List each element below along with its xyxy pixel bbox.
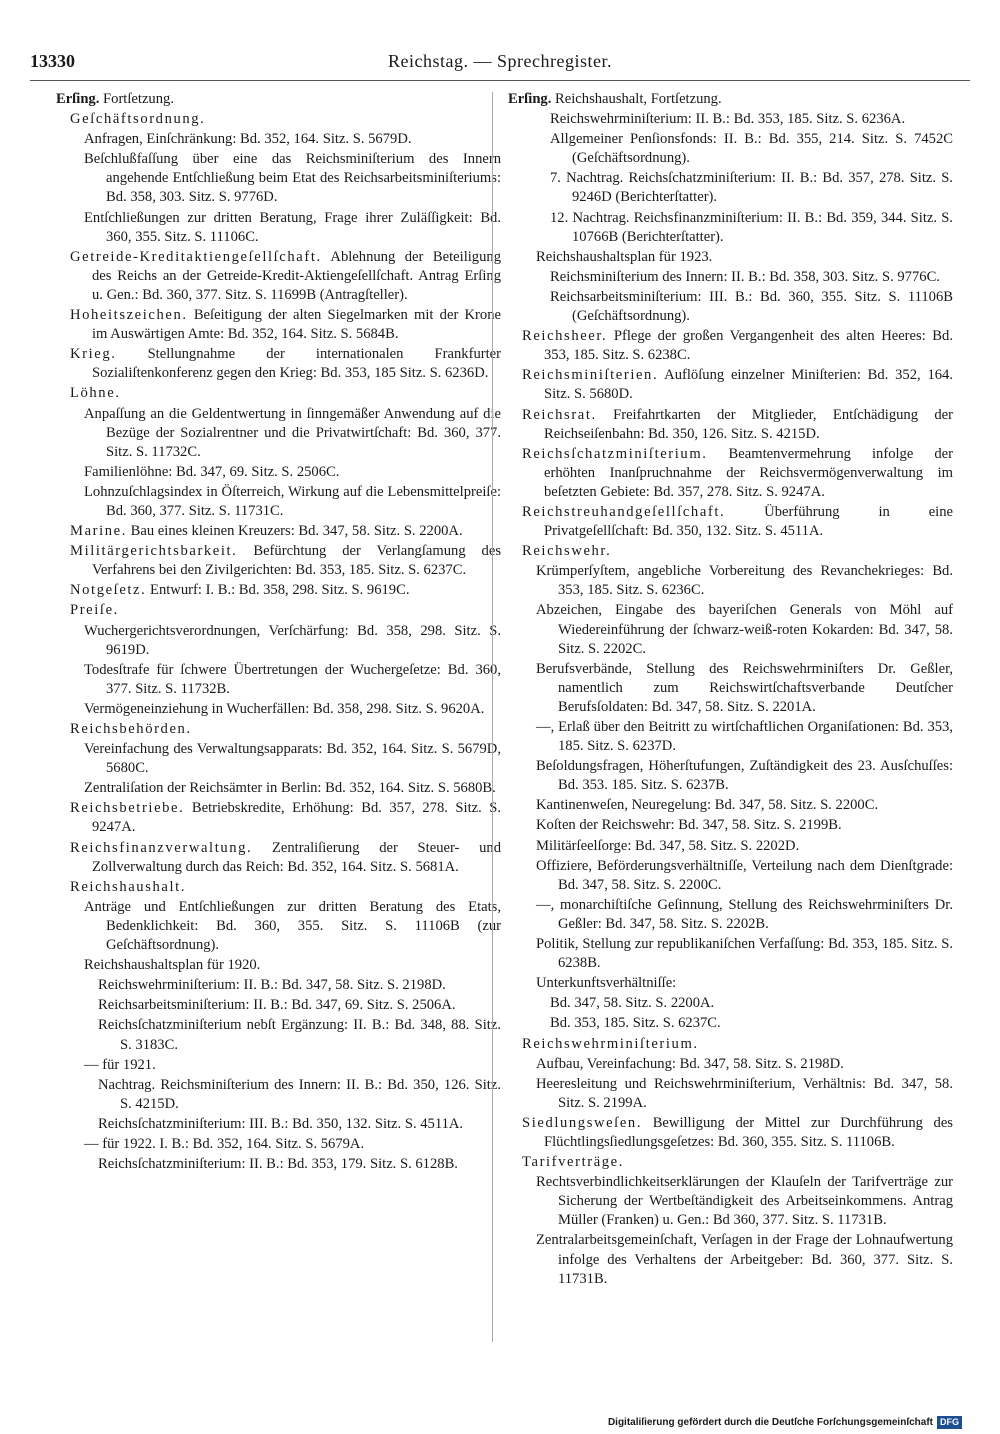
index-entry: [508, 935, 953, 973]
entry-text: Reichswehrminiſterium: II. B.: Bd. 347, 58. Sitz. S. 2198D.: [98, 977, 446, 994]
index-entry: [56, 405, 501, 462]
right-column: [508, 90, 953, 1290]
entry-keyword: Marine.: [70, 523, 127, 540]
index-entry: [508, 248, 953, 267]
entry-text: Befürchtung der Verlangſamung des Verfahrens bei den Zivilgerichten: Bd. 353, 185. Sitz. S. 6237C.: [92, 543, 501, 579]
entry-text: — für 1921.: [84, 1056, 156, 1073]
index-entry: [56, 976, 501, 995]
index-entry: [56, 1115, 501, 1134]
entry-text: Krümperſyſtem, angebliche Vorbereitung des Revanchekrieges: Bd. 353, 185. Sitz. S. 6236C.: [536, 563, 953, 599]
index-entry: [508, 601, 953, 658]
index-entry: [508, 1035, 953, 1054]
entry-keyword: Reichsfinanzverwaltung.: [70, 839, 253, 856]
index-entry: [56, 1155, 501, 1174]
entry-text: Ablehnung der Beteiligung des Reichs an der Getreide-Kredit-Aktiengeſellſchaft. Antrag Erſing u. Gen.: Bd. 360, 377. Sitz. S. 11699B (Antragſteller).: [92, 248, 501, 303]
entry-text: Heeresleitung und Reichswehrminiſterium, Verhältnis: Bd. 347, 58. Sitz. S. 2199A.: [536, 1075, 953, 1111]
entry-text: Koſten der Reichswehr: Bd. 347, 58. Sitz. S. 2199B.: [536, 817, 842, 834]
entry-keyword: Militärgerichtsbarkeit.: [70, 543, 238, 560]
entry-text: Anfragen, Einſchränkung: Bd. 352, 164. Sitz. S. 5679D.: [84, 131, 412, 148]
entry-text: Beſchlußfaſſung über eine das Reichsminiſterium des Innern angehende Entſchließung beim Etat des Reichsarbeitsminiſteriums: Bd. 358, 303. Sitz. S. 9776D.: [84, 151, 501, 206]
index-entry: [508, 718, 953, 756]
index-entry: [56, 110, 501, 129]
index-entry: [56, 779, 501, 798]
entry-speaker: Erſing.: [508, 91, 552, 107]
index-entry: [56, 1016, 501, 1054]
index-entry: [508, 857, 953, 895]
entry-keyword: Siedlungsweſen.: [522, 1114, 643, 1131]
index-entry: [508, 130, 953, 168]
entry-keyword: Krieg.: [70, 346, 117, 363]
index-entry: [56, 522, 501, 541]
entry-text: Entwurf: I. B.: Bd. 358, 298. Sitz. S. 9619C.: [146, 582, 410, 599]
index-entry: [508, 445, 953, 502]
entry-keyword: Reichsbehörden.: [70, 721, 192, 737]
index-entry: [56, 306, 501, 344]
index-entry: [508, 503, 953, 541]
entry-text: Rechtsverbindlichkeitserklärungen der Klauſeln der Tarifverträge zur Sicherung der Wertbeſtändigkeit des Arbeitseinkommens. Antrag Müller (Franken) u. Gen.: Bd 360, 377. Sitz. S. 11731B.: [536, 1174, 953, 1229]
entry-text: Bewilligung der Mittel zur Durchführung des Flüchtlingsſiedlungsgeſetzes: Bd. 360, 355. Sitz. S. 11106B.: [544, 1114, 953, 1150]
index-entry: [56, 209, 501, 247]
index-entry: [508, 660, 953, 717]
entry-text: Freifahrtkarten der Mitglieder, Entſchädigung der Reichseiſenbahn: Bd. 350, 126. Sitz. S. 4215D.: [544, 406, 953, 442]
entry-text: Fortſetzung.: [99, 91, 174, 107]
index-entry: [508, 406, 953, 444]
index-entry: [508, 209, 953, 247]
entry-keyword: Reichstreuhandgeſellſchaft.: [522, 503, 726, 520]
entry-text: Beamtenvermehrung infolge der erhöhten Inanſpruchnahme der Reichsvermögenverwaltung im beſetzten Gebiete: Bd. 357, 278. Sitz. S. 9247A.: [544, 445, 953, 500]
entry-text: Wuchergerichtsverordnungen, Verſchärfung: Bd. 358, 298. Sitz. S. 9619D.: [84, 622, 501, 658]
entry-text: Reichsſchatzminiſterium: III. B.: Bd. 350, 132. Sitz. S. 4511A.: [98, 1115, 464, 1132]
entry-text: Bau eines kleinen Kreuzers: Bd. 347, 58. Sitz. S. 2200A.: [127, 523, 463, 540]
entry-text: Reichshaushaltsplan für 1920.: [84, 957, 261, 974]
header-rule: [30, 80, 970, 81]
entry-text: Entſchließungen zur dritten Beratung, Frage ihrer Zuläſſigkeit: Bd. 360, 355. Sitz. S. 11106C.: [84, 209, 501, 245]
index-entry: [508, 1114, 953, 1152]
entry-keyword: Hoheitszeichen.: [70, 307, 188, 324]
entry-text: Beſeitigung der alten Siegelmarken mit der Krone im Auswärtigen Amte: Bd. 352, 164. Sitz. S. 5684B.: [92, 307, 501, 343]
index-entry: [508, 562, 953, 600]
index-entry: [56, 248, 501, 305]
entry-text: Betriebskredite, Erhöhung: Bd. 357, 278. Sitz. S. 9247A.: [92, 800, 501, 836]
entry-text: Vereinfachung des Verwaltungsapparats: Bd. 352, 164. Sitz. S. 5679D, 5680C.: [84, 741, 501, 777]
index-entry: [56, 130, 501, 149]
footer-credit: [608, 1416, 962, 1429]
index-entry: [508, 169, 953, 207]
entry-text: Stellungnahme der internationalen Frankfurter Sozialiſtenkonferenz gegen den Krieg: Bd. 353, 185 Sitz. S. 6236D.: [92, 346, 501, 382]
entry-text: Überführung in eine Privatgeſellſchaft: Bd. 350, 132. Sitz. S. 4511A.: [544, 503, 953, 540]
index-entry: [508, 1014, 953, 1033]
entry-text: Reichsarbeitsminiſterium: II. B.: Bd. 347, 69. Sitz. S. 2506A.: [98, 997, 456, 1014]
index-entry: [508, 1153, 953, 1172]
index-entry: [56, 740, 501, 778]
entry-text: Familienlöhne: Bd. 347, 69. Sitz. S. 2506C.: [84, 463, 340, 480]
dfg-logo: DFG: [937, 1416, 962, 1429]
index-entry: [508, 974, 953, 993]
index-entry: [508, 796, 953, 815]
index-entry: [508, 268, 953, 287]
entry-keyword: Reichsſchatzminiſterium.: [522, 445, 708, 462]
page-number: 13330: [30, 51, 75, 71]
entry-text: Pflege der großen Vergangenheit des alten Heeres: Bd. 353, 185. Sitz. S. 6238C.: [544, 328, 953, 364]
entry-keyword: Preiſe.: [70, 602, 119, 619]
entry-text: Anpaſſung an die Geldentwertung in ſinngemäßer Anwendung auf die Bezüge der Sozialrentner und die Privatwirtſchaft: Bd. 360, 377. Sitz. S. 11732C.: [84, 405, 501, 460]
index-entry: [56, 898, 501, 955]
entry-keyword: Löhne.: [70, 385, 121, 402]
index-entry: [56, 661, 501, 699]
index-entry: [56, 581, 501, 600]
entry-text: Reichsſchatzminiſterium nebſt Ergänzung: II. B.: Bd. 348, 88. Sitz. S. 3183C.: [98, 1017, 501, 1053]
entry-text: Todesſtrafe für ſchwere Übertretungen der Wuchergeſetze: Bd. 360, 377. Sitz. S. 11732B.: [84, 661, 501, 697]
entry-text: Vermögeneinziehung in Wucherfällen: Bd. 358, 298. Sitz. S. 9620A.: [84, 700, 485, 717]
entry-keyword: Reichsbetriebe.: [70, 800, 185, 817]
index-entry: [56, 839, 501, 877]
index-entry: [508, 366, 953, 404]
index-entry: [508, 90, 953, 109]
entry-text: — für 1922. I. B.: Bd. 352, 164. Sitz. S. 5679A.: [84, 1135, 365, 1152]
entry-text: Zentralarbeitsgemeinſchaft, Verſagen in der Frage der Lohnaufwertung infolge des Verhaltens der Arbeitgeber: Bd. 360, 377. Sitz. S. 11731B.: [536, 1232, 953, 1287]
entry-text: 12. Nachtrag. Reichsfinanzminiſterium: II. B.: Bd. 359, 344. Sitz. S. 10766B (Berichterſtatter).: [550, 209, 953, 245]
entry-keyword: Reichsminiſterien.: [522, 367, 659, 384]
index-entry: [56, 622, 501, 660]
index-entry: [508, 757, 953, 795]
column-divider: [492, 92, 493, 1342]
entry-text: Offiziere, Beförderungsverhältniſſe, Verteilung nach dem Dienſtgrade: Bd. 347, 58. Sitz. S. 2200C.: [536, 857, 953, 893]
index-entry: [508, 896, 953, 934]
index-entry: [508, 1075, 953, 1113]
entry-text: Reichshaushaltsplan für 1923.: [536, 248, 713, 265]
entry-text: Reichsſchatzminiſterium: II. B.: Bd. 353, 179. Sitz. S. 6128B.: [98, 1156, 458, 1173]
entry-keyword: Getreide-Kreditaktiengeſellſchaft.: [70, 248, 322, 265]
entry-keyword: Reichswehr.: [522, 543, 612, 560]
index-entry: [56, 483, 501, 521]
entry-text: Beſoldungsfragen, Höherſtufungen, Zuſtändigkeit des 23. Ausſchuſſes: Bd. 353. 185. Sitz. S. 6237B.: [536, 758, 953, 794]
entry-keyword: Notgeſetz.: [70, 582, 147, 599]
index-entry: [56, 384, 501, 403]
index-entry: [508, 994, 953, 1013]
index-entry: [56, 799, 501, 837]
entry-keyword: Reichsrat.: [522, 406, 597, 423]
index-entry: [56, 878, 501, 897]
entry-speaker: Erſing.: [56, 91, 100, 107]
index-entry: [508, 1055, 953, 1074]
index-entry: [56, 150, 501, 207]
index-entry: [508, 1231, 953, 1288]
entry-text: Politik, Stellung zur republikaniſchen Verfaſſung: Bd. 353, 185. Sitz. S. 6238B.: [536, 936, 953, 972]
entry-text: Nachtrag. Reichsminiſterium des Innern: II. B.: Bd. 350, 126. Sitz. S. 4215D.: [98, 1076, 501, 1112]
index-entry: [56, 463, 501, 482]
entry-text: Lohnzuſchlagsindex in Öſterreich, Wirkung auf die Lebensmittelpreiſe: Bd. 360, 377. Sitz. S. 11731C.: [84, 483, 501, 519]
entry-text: Abzeichen, Eingabe des bayeriſchen Generals von Möhl auf Wiedereinführung der ſchwarz-weiß-roten Kokarden: Bd. 347, 58. Sitz. S. 2202C.: [536, 602, 953, 657]
index-entry: [508, 1173, 953, 1230]
entry-text: Kantinenweſen, Neuregelung: Bd. 347, 58. Sitz. S. 2200C.: [536, 797, 879, 814]
entry-text: Reichsarbeitsminiſterium: III. B.: Bd. 360, 355. Sitz. S. 11106B (Geſchäftsordnung).: [550, 288, 953, 325]
entry-text: Bd. 347, 58. Sitz. S. 2200A.: [550, 995, 715, 1012]
entry-text: Anträge und Entſchließungen zur dritten Beratung des Etats, Bedenklichkeit: Bd. 360, 355. Sitz. S. 11106B (zur Geſchäftsordnung).: [84, 898, 501, 954]
footer-credit-text: Digitaliſierung gefördert durch die Deutſche Forſchungsgemeinſchaft: [607, 1417, 933, 1428]
index-entry: [56, 90, 501, 109]
index-entry: [56, 1056, 501, 1075]
index-entry: [56, 542, 501, 580]
index-entry: [56, 700, 501, 719]
entry-text: Zentraliſation der Reichsämter in Berlin: Bd. 352, 164. Sitz. S. 5680B.: [84, 780, 496, 797]
entry-keyword: Geſchäftsordnung.: [70, 111, 206, 128]
index-entry: [56, 1076, 501, 1114]
entry-text: Reichswehrminiſterium: II. B.: Bd. 353, 185. Sitz. S. 6236A.: [550, 111, 906, 128]
entry-text: Militärſeelſorge: Bd. 347, 58. Sitz. S. 2202D.: [536, 837, 800, 854]
entry-text: —, monarchiſtiſche Geſinnung, Stellung des Reichswehrminiſters Dr. Geßler: Bd. 347, 58. Sitz. S. 2202B.: [536, 896, 953, 932]
left-column: [56, 90, 501, 1175]
index-entry: [508, 837, 953, 856]
entry-keyword: Reichshaushalt.: [70, 878, 187, 895]
entry-keyword: Reichswehrminiſterium.: [522, 1035, 699, 1052]
entry-text: Aufbau, Vereinfachung: Bd. 347, 58. Sitz. S. 2198D.: [536, 1055, 844, 1072]
entry-text: Zentraliſierung der Steuer- und Zollverwaltung durch das Reich: Bd. 352, 164. Sitz. S. 5681A.: [92, 839, 501, 875]
entry-keyword: Tarifverträge.: [522, 1154, 624, 1171]
index-entry: [56, 345, 501, 383]
entry-text: Unterkunftsverhältniſſe:: [536, 975, 677, 992]
index-entry: [56, 996, 501, 1015]
index-entry: [508, 288, 953, 326]
entry-text: Bd. 353, 185. Sitz. S. 6237C.: [550, 1015, 721, 1032]
index-entry: [508, 816, 953, 835]
index-entry: [56, 956, 501, 975]
entry-text: Reichsminiſterium des Innern: II. B.: Bd. 358, 303. Sitz. S. 9776C.: [550, 268, 940, 285]
entry-text: 7. Nachtrag. Reichsſchatzminiſterium: II. B.: Bd. 357, 278. Sitz. S. 9246D (Berichterſtatter).: [550, 170, 953, 206]
index-entry: [508, 327, 953, 365]
entry-text: Reichshaushalt, Fortſetzung.: [551, 91, 722, 107]
index-entry: [508, 110, 953, 129]
index-entry: [56, 1135, 501, 1154]
entry-text: Auflöſung einzelner Miniſterien: Bd. 352, 164. Sitz. S. 5680D.: [544, 367, 953, 403]
entry-text: Berufsverbände, Stellung des Reichswehrminiſters Dr. Geßler, namentlich zum Reichswirtſchaftsverbande Deutſcher Berufsſoldaten: Bd. 347, 58. Sitz. S. 2201A.: [536, 660, 953, 715]
index-entry: [56, 720, 501, 739]
entry-text: —, Erlaß über den Beitritt zu wirtſchaftlichen Organiſationen: Bd. 353, 185. Sitz. S. 6237D.: [536, 719, 953, 755]
entry-text: Allgemeiner Penſionsfonds: II. B.: Bd. 355, 214. Sitz. S. 7452C (Geſchäftsordnung).: [550, 131, 953, 167]
index-entry: [508, 542, 953, 561]
running-title: Reichstag. — Sprechregister.: [388, 51, 612, 71]
entry-keyword: Reichsheer.: [522, 328, 608, 345]
index-entry: [56, 601, 501, 620]
